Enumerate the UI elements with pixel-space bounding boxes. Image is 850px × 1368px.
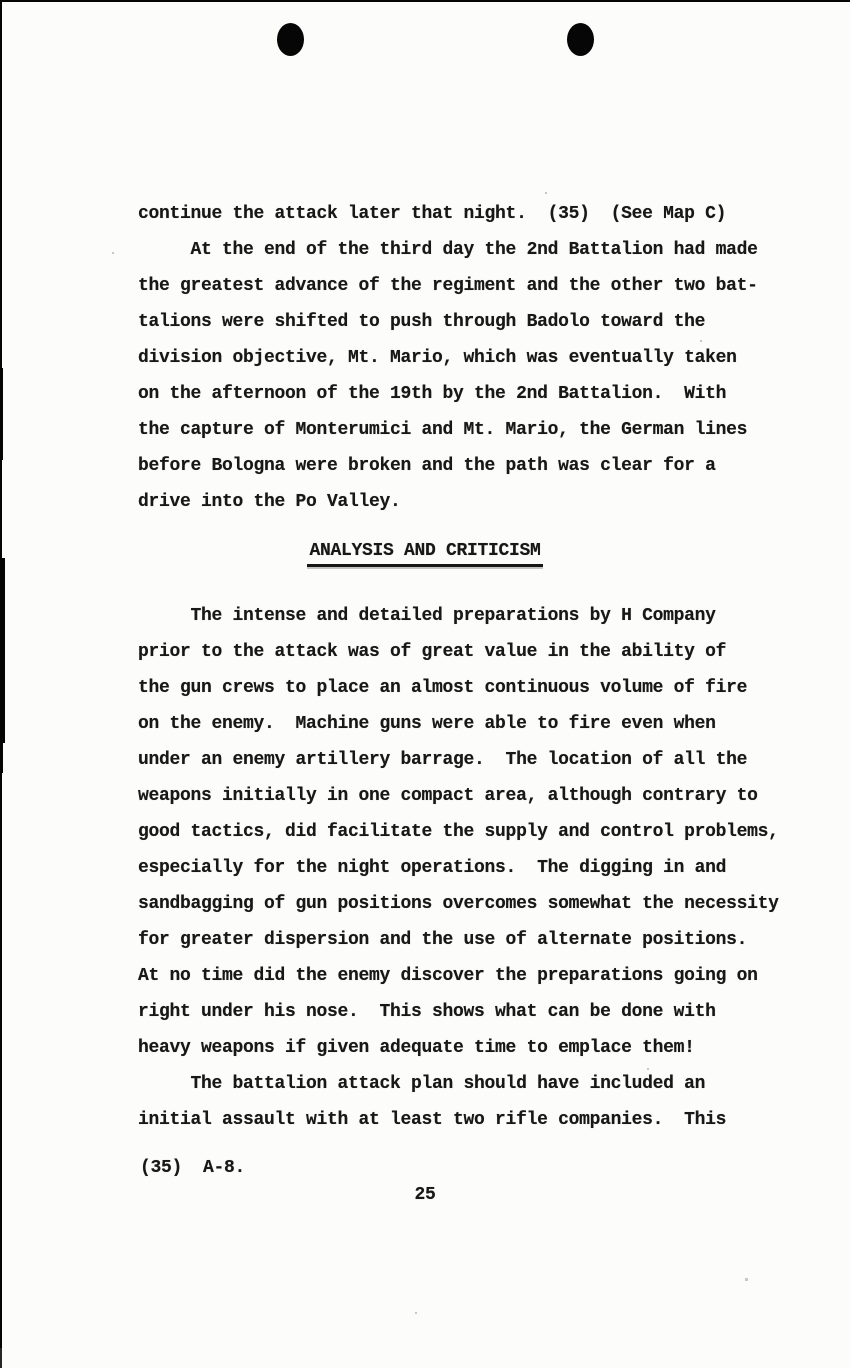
- text-line: continue the attack later that night. (35) (See Map C): [138, 204, 727, 224]
- scan-edge-left-thick: [0, 368, 3, 460]
- text-line: At the end of the third day the 2nd Battalion had made: [138, 240, 758, 260]
- text-line: initial assault with at least two rifle companies. This: [138, 1110, 727, 1130]
- text-line: on the enemy. Machine guns were able to fire even when: [138, 714, 716, 734]
- text-line: on the afternoon of the 19th by the 2nd Battalion. With: [138, 384, 727, 404]
- scan-speckle: [545, 192, 547, 194]
- paragraph-block-2: [138, 598, 779, 1138]
- page-number-row: [0, 1185, 850, 1205]
- text-line: before Bologna were broken and the path was clear for a: [138, 456, 716, 476]
- page-number: 25: [414, 1185, 436, 1205]
- punch-hole-dot-icon: [567, 23, 594, 56]
- text-line: sandbagging of gun positions overcomes somewhat the necessity: [138, 894, 779, 914]
- scan-edge-top-line: [0, 0, 850, 2]
- scan-edge-left-thick: [0, 558, 5, 743]
- footnote-row: [140, 1150, 245, 1186]
- footnote-citation: (35) A-8.: [140, 1158, 246, 1178]
- section-heading-row: [0, 541, 850, 567]
- text-line: especially for the night operations. The digging in and: [138, 858, 727, 878]
- text-line: heavy weapons if given adequate time to emplace them!: [138, 1038, 695, 1058]
- text-line: good tactics, did facilitate the supply and control problems,: [138, 822, 779, 842]
- text-line: the greatest advance of the regiment and the other two bat-: [138, 276, 758, 296]
- section-heading: ANALYSIS AND CRITICISM: [307, 541, 542, 567]
- punch-hole-dot-icon: [277, 23, 304, 56]
- text-line: for greater dispersion and the use of alternate positions.: [138, 930, 748, 950]
- text-line: the capture of Monterumici and Mt. Mario, the German lines: [138, 420, 748, 440]
- text-line: prior to the attack was of great value in the ability of: [138, 642, 727, 662]
- text-line: The intense and detailed preparations by H Company: [138, 606, 716, 626]
- scan-edge-left-faint: [0, 1348, 2, 1368]
- text-line: under an enemy artillery barrage. The location of all the: [138, 750, 748, 770]
- text-line: right under his nose. This shows what can be done with: [138, 1002, 716, 1022]
- scan-speckle: [415, 1312, 417, 1314]
- text-line: drive into the Po Valley.: [138, 492, 401, 512]
- paragraph-block-1: [138, 196, 758, 520]
- text-line: the gun crews to place an almost continuous volume of fire: [138, 678, 748, 698]
- scan-edge-left-thick: [0, 743, 3, 773]
- scan-speckle: [745, 1278, 748, 1281]
- text-line: At no time did the enemy discover the preparations going on: [138, 966, 758, 986]
- text-line: The battalion attack plan should have included an: [138, 1074, 706, 1094]
- text-line: talions were shifted to push through Badolo toward the: [138, 312, 706, 332]
- text-line: division objective, Mt. Mario, which was eventually taken: [138, 348, 737, 368]
- text-line: weapons initially in one compact area, although contrary to: [138, 786, 758, 806]
- scan-speckle: [112, 252, 114, 254]
